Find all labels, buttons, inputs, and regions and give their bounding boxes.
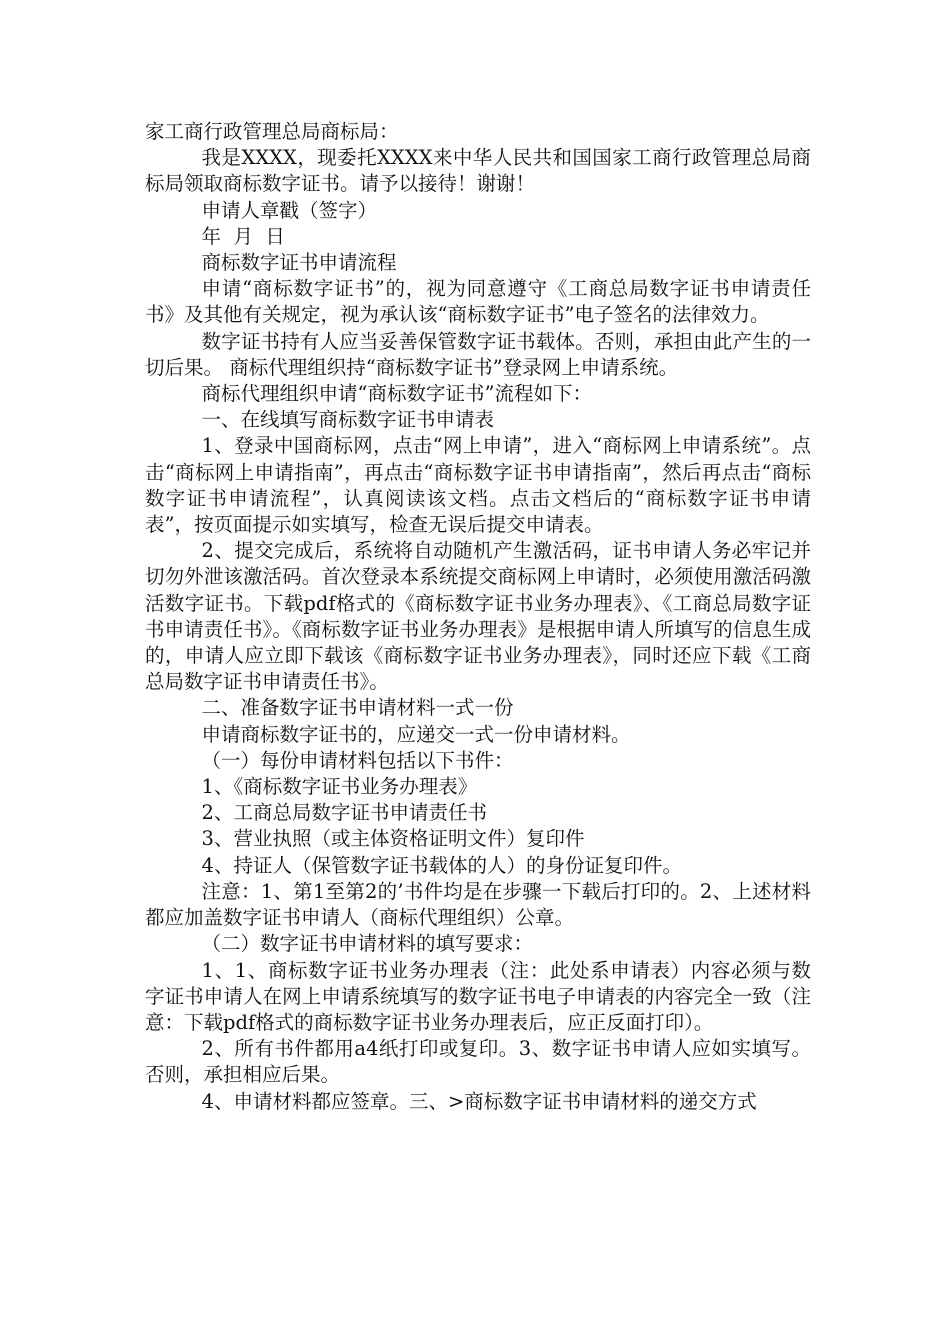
sub2-heading: （二）数字证书申请材料的填写要求： <box>201 932 534 956</box>
step2-heading: 二、准备数字证书申请材料一式一份 <box>201 696 514 720</box>
paragraph-3: 商标代理组织申请“商标数字证书”流程如下： <box>201 382 592 406</box>
list-item: 4、持证人（保管数字证书载体的人）的身份证复印件。 <box>201 853 682 877</box>
step1-heading: 一、在线填写商标数字证书申请表 <box>201 408 495 432</box>
step2-intro: 申请商标数字证书的，应递交一式一份申请材料。 <box>201 722 631 746</box>
list-item: 3、营业执照（或主体资格证明文件）复印件 <box>201 827 585 851</box>
document-page <box>145 119 811 1115</box>
date-line: 年 月 日 <box>201 224 285 248</box>
note-paragraph: 注意：1、第1至第2的’书件均是在步骤一下载后打印的。2、上述材料都应加盖数字证书申请人（商标代理组织）公章。 <box>145 879 811 930</box>
requirement-3: 4、申请材料都应签章。三、>商标数字证书申请材料的递交方式 <box>201 1089 757 1113</box>
addressee: 家工商行政管理总局商标局： <box>145 120 399 143</box>
paragraph-2: 数字证书持有人应当妥善保管数字证书载体。否则，承担由此产生的一切后果。 商标代理组织持“商标数字证书”登录网上申请系统。 <box>145 329 811 379</box>
process-title: 商标数字证书申请流程 <box>201 251 397 275</box>
list-item: 1、《商标数字证书业务办理表》 <box>201 775 478 799</box>
list-item: 2、工商总局数字证书申请责任书 <box>201 801 487 825</box>
requirement-2: 2、所有书件都用a4纸打印或复印。3、数字证书申请人应如实填写。否则，承担相应后果。 <box>145 1037 811 1087</box>
signature-line: 申请人章戳（签字） <box>201 198 378 222</box>
requirement-1: 1、1、商标数字证书业务办理表（注：此处系申请表）内容必须与数字证书申请人在网上申请系统填写的数字证书电子申请表的内容完全一致（注意：下载pdf格式的商标数字证书业务办理表后，应正反面打印）。 <box>145 958 811 1034</box>
step1-item-1: 1、登录中国商标网，点击“网上申请”，进入“商标网上申请系统”。点击“商标网上申请指南”，再点击“商标数字证书申请指南”，然后再点击“商标数字证书申请流程”，认真阅读该文档。点击文档后的“商标数字证书申请表”，按页面提示如实填写，检查无误后提交申请表。 <box>145 434 811 537</box>
step1-item-2: 2、提交完成后，系统将自动随机产生激活码，证书申请人务必牢记并切勿外泄该激活码。首次登录本系统提交商标网上申请时，必须使用激活码激活数字证书。下载pdf格式的《商标数字证书业务办理表》、《工商总局数字证书申请责任书》。《商标数字证书业务办理表》是根据申请人所填写的信息生成的，申请人应立即下载该《商标数字证书业务办理表》，同时还应下载《工商总局数字证书申请责任书》。 <box>145 539 811 694</box>
sub1-heading: （一）每份申请材料包括以下书件： <box>201 748 514 772</box>
paragraph-1: 申请“商标数字证书”的，视为同意遵守《工商总局数字证书申请责任书》及其他有关规定，视为承认该“商标数字证书”电子签名的法律效力。 <box>145 277 811 327</box>
intro-paragraph: 我是XXXX，现委托XXXX来中华人民共和国国家工商行政管理总局商标局领取商标数字证书。请予以接待！谢谢！ <box>145 146 811 196</box>
